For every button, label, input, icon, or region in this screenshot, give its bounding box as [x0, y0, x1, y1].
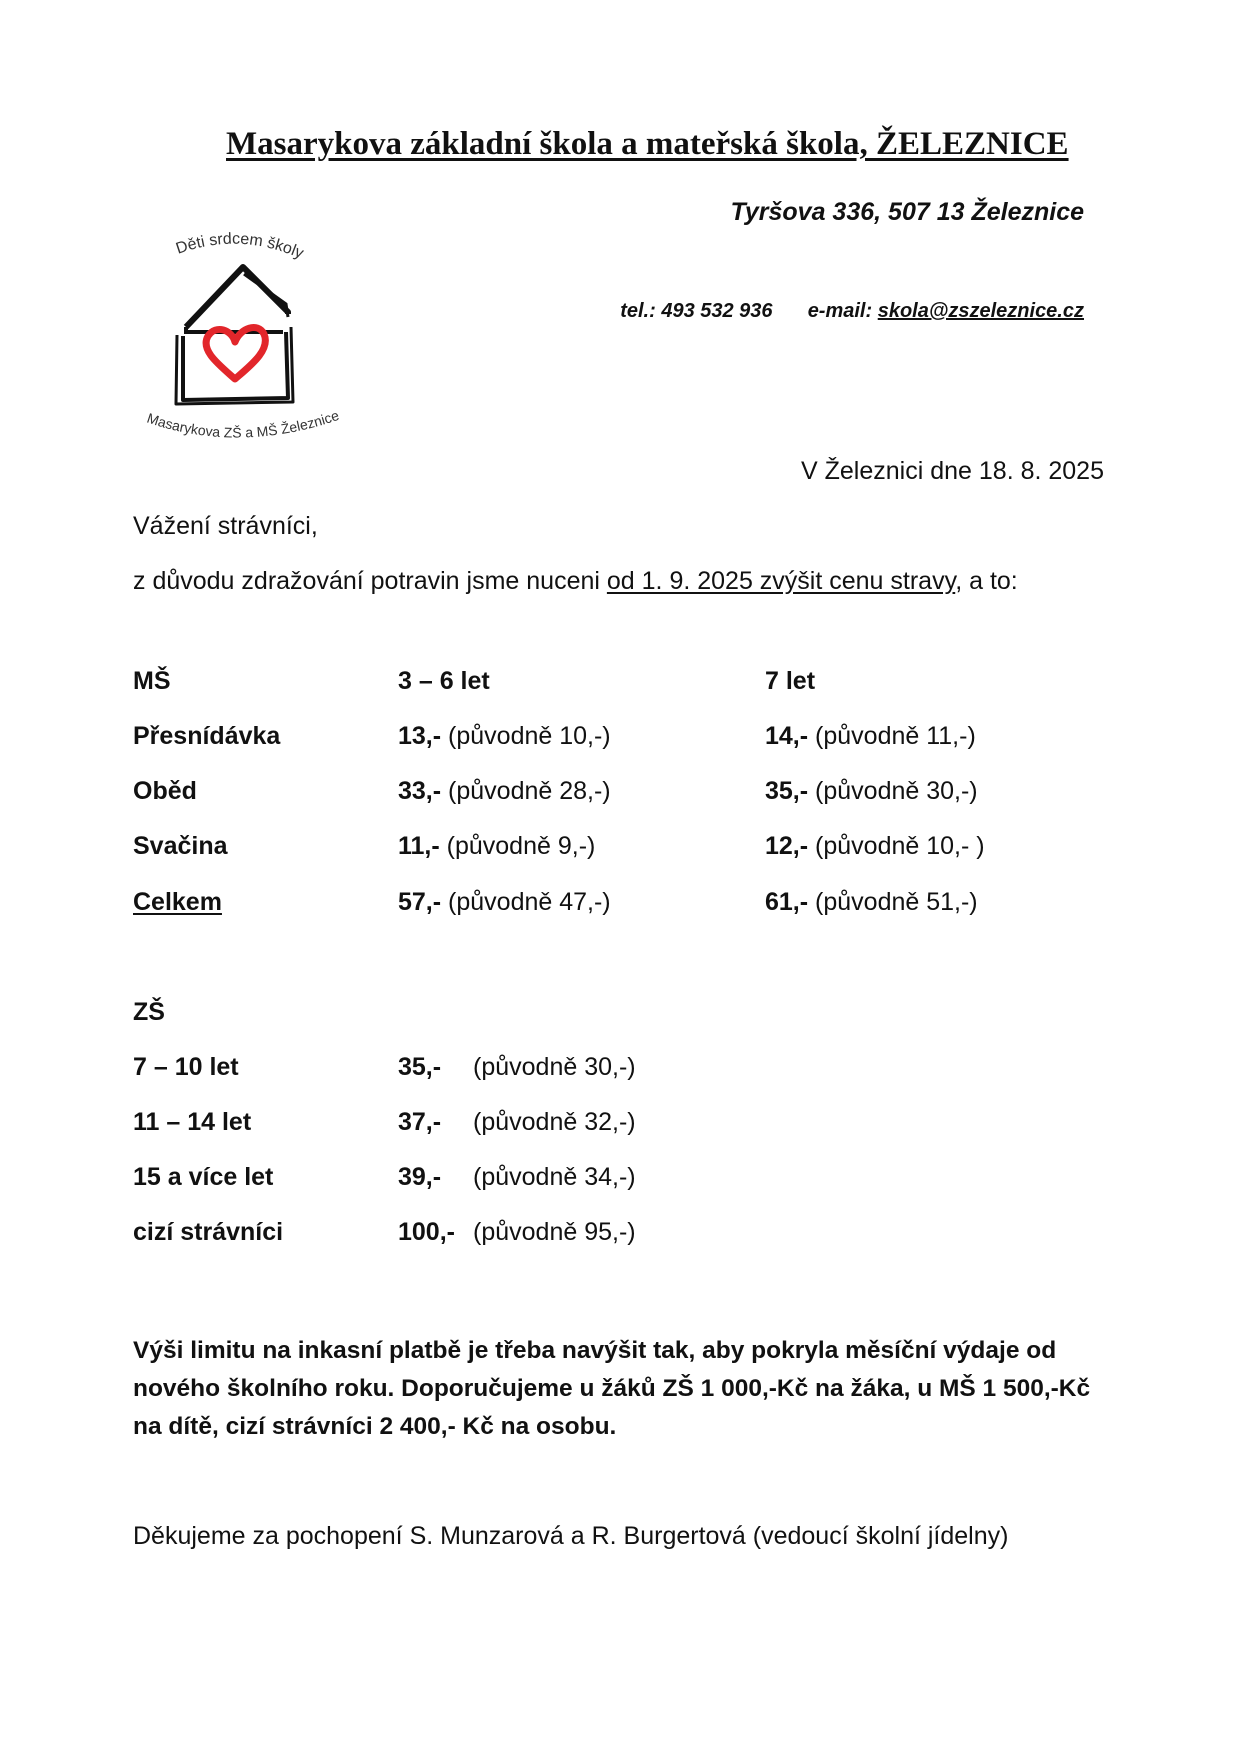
logo-bottom-text: Masarykova ZŠ a MŠ Železnice [145, 407, 341, 441]
ms-header-age2: 7 let [765, 667, 816, 695]
ms-row-label: Svačina [133, 832, 228, 860]
ms-price-2: 14,- [765, 722, 809, 750]
zs-row-label: 11 – 14 let [133, 1108, 252, 1136]
school-logo [138, 232, 348, 452]
contact-line [620, 300, 1084, 323]
ms-total-orig-2: (původně 51,-) [808, 888, 978, 916]
heart-icon [206, 328, 265, 379]
ms-table-row [133, 777, 1133, 811]
email-label: e-mail: [807, 300, 873, 322]
zs-row-label: 15 a více let [133, 1163, 274, 1191]
intro-underlined: od 1. 9. 2025 zvýšit cenu stravy [606, 567, 956, 595]
zs-price: 37,- [398, 1108, 442, 1136]
zs-table-header [133, 998, 1133, 1032]
ms-table-row [133, 832, 1133, 866]
school-address: Tyršova 336, 507 13 Železnice [730, 198, 1084, 226]
ms-orig-1: (původně 10,-) [441, 722, 611, 750]
intro-paragraph [133, 567, 1018, 596]
letter-date: V Železnici dne 18. 8. 2025 [801, 457, 1104, 485]
tel-label: tel.: [620, 300, 656, 322]
house-outline-icon [186, 267, 288, 327]
ms-orig-2: (původně 11,-) [808, 722, 976, 750]
ms-price-1: 13,- [398, 722, 442, 750]
ms-row-label: Přesnídávka [133, 722, 281, 750]
zs-header-label: ZŠ [133, 998, 165, 1026]
tel-number: 493 532 936 [661, 300, 773, 322]
zs-table-row [133, 1218, 1133, 1252]
zs-price: 39,- [398, 1163, 442, 1191]
svg-text:Masarykova ZŠ a MŠ Železnice [145, 407, 341, 441]
intro-after: , a to: [955, 567, 1018, 595]
zs-row-label: cizí strávníci [133, 1218, 284, 1246]
ms-header-label: MŠ [133, 667, 171, 695]
greeting: Vážení strávníci, [133, 512, 318, 540]
ms-row-label: Oběd [133, 777, 197, 805]
ms-orig-2: (původně 30,-) [808, 777, 978, 805]
ms-price-1: 11,- [398, 832, 440, 860]
svg-text:Děti srdcem školy [174, 232, 306, 262]
zs-table-row [133, 1163, 1133, 1197]
ms-orig-2: (původně 10,- ) [808, 832, 985, 860]
payment-limit-notice: Výši limitu na inkasní platbě je třeba navýšit tak, aby pokryla měsíční výdaje od nového školního roku. Doporučujeme u žáků ZŠ 1 000,-Kč na žáka, u MŠ 1 500,-Kč na dítě, cizí strávníci 2 400,- Kč na osobu. [133, 1337, 1091, 1440]
ms-total-orig-1: (původně 47,-) [441, 888, 611, 916]
ms-table-row [133, 722, 1133, 756]
ms-table-total-row [133, 888, 1133, 922]
ms-orig-1: (původně 28,-) [441, 777, 611, 805]
logo-top-text: Děti srdcem školy [173, 232, 306, 263]
ms-price-2: 12,- [765, 832, 809, 860]
zs-row-label: 7 – 10 let [133, 1053, 239, 1081]
ms-header-age1: 3 – 6 let [398, 667, 490, 695]
zs-table-row [133, 1053, 1133, 1087]
closing-thanks: Děkujeme za pochopení S. Munzarová a R. Burgertová (vedoucí školní jídelny) [133, 1522, 1009, 1550]
ms-table-header [133, 667, 1133, 701]
zs-price: 100,- [398, 1218, 455, 1246]
intro-before: z důvodu zdražování potravin jsme nuceni [133, 567, 607, 595]
ms-total-label: Celkem [133, 888, 222, 916]
zs-orig: (původně 30,-) [473, 1053, 636, 1081]
ms-total-price-2: 61,- [765, 888, 809, 916]
zs-orig: (původně 95,-) [473, 1218, 636, 1246]
zs-table-row [133, 1108, 1133, 1142]
zs-orig: (původně 32,-) [473, 1108, 636, 1136]
school-name: Masarykova základní škola a mateřská škola, ŽELEZNICE [226, 126, 1069, 162]
email-link[interactable]: skola@zszeleznice.cz [877, 300, 1084, 322]
ms-total-price-1: 57,- [398, 888, 442, 916]
zs-price: 35,- [398, 1053, 442, 1081]
zs-orig: (původně 34,-) [473, 1163, 636, 1191]
ms-price-2: 35,- [765, 777, 809, 805]
ms-orig-1: (původně 9,-) [439, 832, 596, 860]
ms-price-1: 33,- [398, 777, 442, 805]
